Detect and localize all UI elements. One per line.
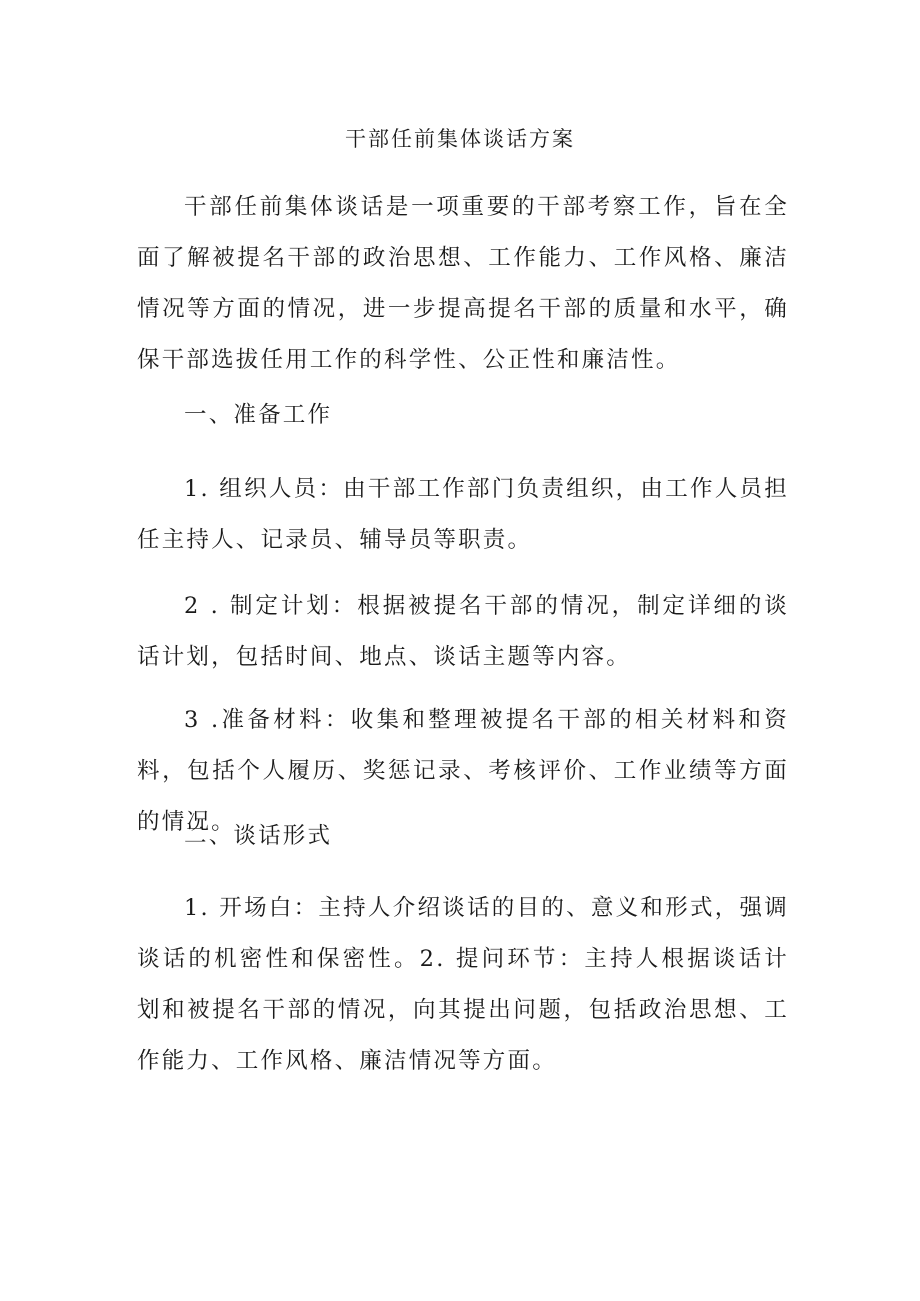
section-heading-preparation: 一、准备工作 [184,402,333,428]
paragraph-make-plan: 2 . 制定计划：根据被提名干部的情况，制定详细的谈话计划，包括时间、地点、谈话主题等内容。 [137,593,789,670]
section-heading-talk-format: 二、谈话形式 [184,823,333,849]
intro-paragraph: 干部任前集体谈话是一项重要的干部考察工作，旨在全面了解被提名干部的政治思想、工作能力、工作风格、廉洁情况等方面的情况，进一步提高提名干部的质量和水平，确保干部选拔任用工作的科学性、公正性和廉洁性。 [137,194,789,373]
paragraph-prepare-materials: 3 .准备材料：收集和整理被提名干部的相关材料和资料，包括个人履历、奖惩记录、考核评价、工作业绩等方面的情况。 [137,707,789,835]
paragraph-opening-and-questions: 1. 开场白：主持人介绍谈话的目的、意义和形式，强调谈话的机密性和保密性。2. 提问环节：主持人根据谈话计划和被提名干部的情况，向其提出问题，包括政治思想、工作能力、工作风格、廉洁情况等方面。 [137,895,789,1074]
paragraph-organize-staff: 1. 组织人员：由干部工作部门负责组织，由工作人员担任主持人、记录员、辅导员等职责。 [137,476,789,553]
document-title: 干部任前集体谈话方案 [345,127,575,151]
